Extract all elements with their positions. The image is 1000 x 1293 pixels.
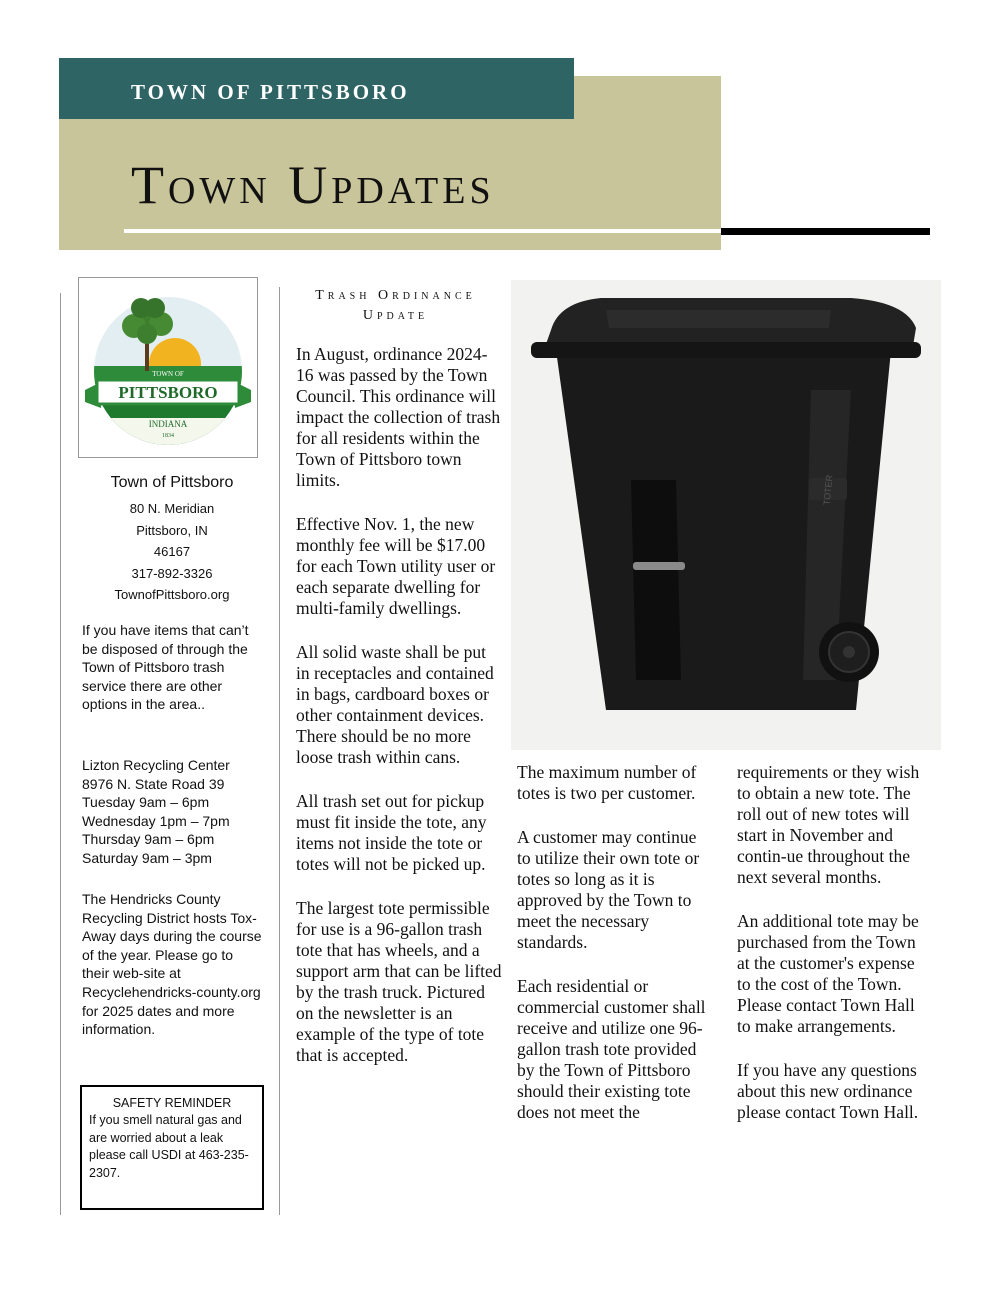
- article-column-2: [517, 762, 713, 1146]
- sidebar-address: [62, 498, 282, 606]
- column-divider: [279, 287, 280, 1215]
- website-text: TownofPittsboro.org: [114, 587, 230, 602]
- paragraph: A customer may continue to utilize their own tote or totes so long as it is approved by the Town to meet the necessary standards.: [517, 827, 700, 952]
- article-title: Trash Ordinance Update: [315, 288, 476, 323]
- phone-number: 317-892-3326: [131, 565, 213, 581]
- recycling-line: Wednesday 1pm – 7pm: [82, 812, 230, 829]
- recycling-line: 8976 N. State Road 39: [82, 775, 225, 792]
- address-line: 80 N. Meridian: [129, 501, 215, 516]
- safety-body: If you smell natural gas and are worried about a leak please call USDI at 463-235-2307.: [89, 1113, 249, 1180]
- article-column-1: [296, 344, 502, 1089]
- trash-tote-photo: [511, 280, 941, 750]
- logo-year: 1834: [162, 433, 174, 439]
- title-underline: [124, 229, 721, 233]
- logo-state: INDIANA: [148, 419, 188, 429]
- trash-tote-icon: [511, 280, 941, 750]
- recycling-center-info: [82, 756, 262, 868]
- sidebar-town-name: Town of Pittsboro: [110, 474, 234, 491]
- address-line: Pittsboro, IN: [136, 522, 208, 538]
- paragraph: If you have any questions about this new ordinance please contact Town Hall.: [737, 1060, 919, 1122]
- recycling-line: Thursday 9am – 6pm: [82, 831, 215, 848]
- paragraph: All trash set out for pickup must fit inside the tote, any items not inside the tote or totes will not be picked up.: [296, 791, 487, 874]
- paragraph: An additional tote may be purchased from the Town at the customer's expense to the cost of the Town. Please contact Town Hall to make arrangements.: [737, 911, 919, 1036]
- tote-brand-label: TOTER: [821, 474, 835, 506]
- safety-title: SAFETY REMINDER: [112, 1096, 232, 1110]
- paragraph: Each residential or commercial customer shall receive and utilize one 96-gallon trash tote provided by the Town of Pittsboro should their existing tote does not meet the: [517, 976, 706, 1122]
- safety-reminder-box: [80, 1085, 264, 1210]
- paragraph: requirements or they wish to obtain a new tote. The roll out of new totes will start in November and contin-ue throughout the next several months.: [737, 762, 920, 887]
- newsletter-title: Town Updates: [131, 155, 495, 215]
- paragraph: The largest tote permissible for use is a 96-gallon trash tote that has wheels, and a support arm that can be lifted by the trash truck. Pictured on the newsletter is an example of the type of tote that is accepted.: [296, 898, 502, 1065]
- org-name: TOWN OF PITTSBORO: [131, 80, 410, 104]
- paragraph: In August, ordinance 2024-16 was passed by the Town Council. This ordinance will impact the collection of trash for all residents within the Town of Pittsboro town limits.: [296, 344, 501, 490]
- paragraph: All solid waste shall be put in receptacles and contained in bags, cardboard boxes or other containment devices. There should be no more loose trash within cans.: [296, 642, 494, 767]
- toxaway-info: The Hendricks County Recycling District hosts Tox-Away days during the course of the year. Please go to their web-site at Recyclehendricks-county.org for 2025 dates and more information.: [82, 891, 262, 1038]
- address-line: 46167: [153, 544, 191, 559]
- town-logo: [78, 277, 258, 458]
- sidebar-intro: If you have items that can’t be disposed of through the Town of Pittsboro trash service there are other options in the area..: [82, 622, 249, 713]
- article-column-3: [737, 762, 927, 1146]
- logo-name: PITTSBORO: [118, 383, 218, 402]
- town-seal-icon: [79, 278, 257, 457]
- recycling-line: Tuesday 9am – 6pm: [82, 794, 210, 811]
- sidebar-rule: [60, 293, 61, 1215]
- logo-top-text: TOWN OF: [152, 370, 184, 378]
- recycling-line: Saturday 9am – 3pm: [82, 849, 212, 866]
- recycling-line: Lizton Recycling Center: [82, 757, 230, 773]
- paragraph: The maximum number of totes is two per customer.: [517, 762, 697, 803]
- header-rule: [721, 228, 930, 235]
- paragraph: Effective Nov. 1, the new monthly fee will be $17.00 for each Town utility user or each separate dwelling for multi-family dwellings.: [296, 514, 496, 618]
